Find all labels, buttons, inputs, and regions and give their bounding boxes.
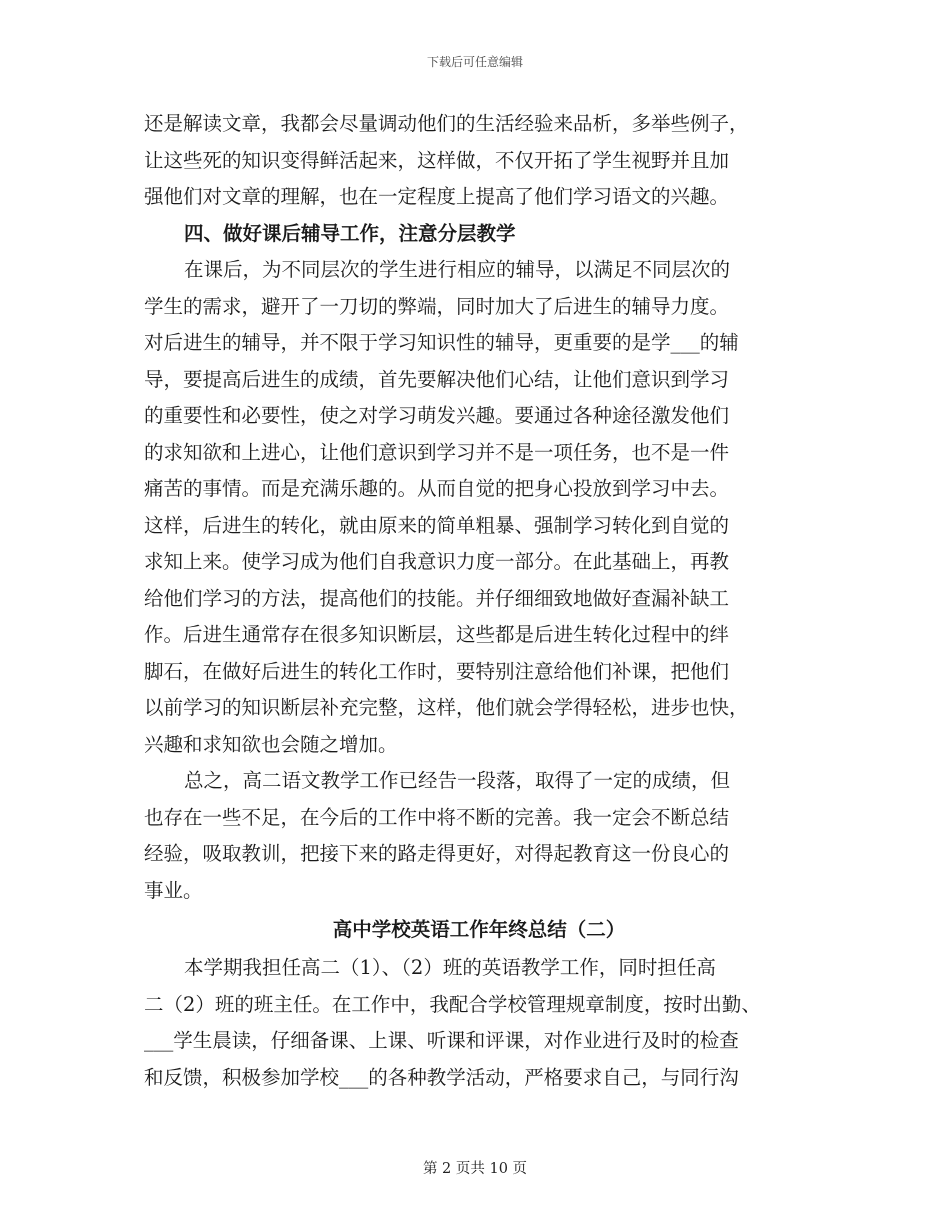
- text-line: 这样，后进生的转化，就由原来的简单粗暴、强制学习转化到自觉的: [144, 513, 730, 537]
- text-line: 的求知欲和上进心，让他们意识到学习并不是一项任务，也不是一件: [144, 440, 730, 464]
- text-line: 本学期我担任高二（1）、（2）班的英语教学工作，同时担任高: [184, 956, 716, 979]
- text-line: 事业。: [144, 878, 203, 902]
- text-line: 让这些死的知识变得鲜活起来，这样做，不仅开拓了学生视野并且加: [144, 148, 730, 172]
- text-line: 学生的需求，避开了一刀切的弊端，同时加大了后进生的辅导力度。: [144, 294, 730, 318]
- text-line: 脚石，在做好后进生的转化工作时，要特别注意给他们补课，把他们: [144, 659, 730, 683]
- text-line: 对后进生的辅导，并不限于学习知识性的辅导，更重要的是学___的辅: [144, 331, 739, 354]
- text-line: 作。后进生通常存在很多知识断层，这些都是后进生转化过程中的绊: [144, 623, 730, 646]
- section-heading: 四、做好课后辅导工作，注意分层教学: [184, 221, 516, 245]
- text-line: 也存在一些不足，在今后的工作中将不断的完善。我一定会不断总结: [144, 805, 730, 829]
- text-line: 强他们对文章的理解，也在一定程度上提高了他们学习语文的兴趣。: [144, 185, 730, 208]
- page-footer: 第 2 页共 10 页: [422, 1161, 528, 1177]
- article-title: 高中学校英语工作年终总结（二）: [332, 918, 626, 941]
- text-line: 兴趣和求知欲也会随之增加。: [144, 732, 398, 756]
- text-line: 以前学习的知识断层补充完整，这样，他们就会学得轻松，进步也快，: [144, 696, 749, 719]
- text-line: 的重要性和必要性，使之对学习萌发兴趣。要通过各种途径激发他们: [144, 404, 730, 427]
- text-line: 在课后，为不同层次的学生进行相应的辅导，以满足不同层次的: [184, 258, 731, 281]
- text-line: 二（2）班的班主任。在工作中，我配合学校管理规章制度，按时出勤、: [144, 992, 761, 1016]
- text-line: 痛苦的事情。而是充满乐趣的。从而自觉的把身心投放到学习中去。: [144, 477, 730, 500]
- text-line: 总之，高二语文教学工作已经告一段落，取得了一定的成绩，但: [184, 769, 731, 792]
- document-body: [144, 106, 814, 1096]
- text-line: 导，要提高后进生的成绩，首先要解决他们心结，让他们意识到学习: [144, 367, 730, 391]
- text-line: 经验，吸取教训，把接下来的路走得更好，对得起教育这一份良心的: [144, 842, 730, 865]
- text-line: 和反馈，积极参加学校___的各种教学活动，严格要求自己，与同行沟: [144, 1065, 739, 1089]
- text-line: 求知上来。使学习成为他们自我意识力度一部分。在此基础上，再教: [144, 550, 730, 573]
- page-header: 下载后可任意编辑: [426, 55, 523, 69]
- text-line: ___学生晨读，仔细备课、上课、听课和评课，对作业进行及时的检查: [144, 1029, 739, 1052]
- text-line: 还是解读文章，我都会尽量调动他们的生活经验来品析，多举些例子，: [144, 112, 749, 135]
- text-line: 给他们学习的方法，提高他们的技能。并仔细细致地做好查漏补缺工: [144, 586, 730, 610]
